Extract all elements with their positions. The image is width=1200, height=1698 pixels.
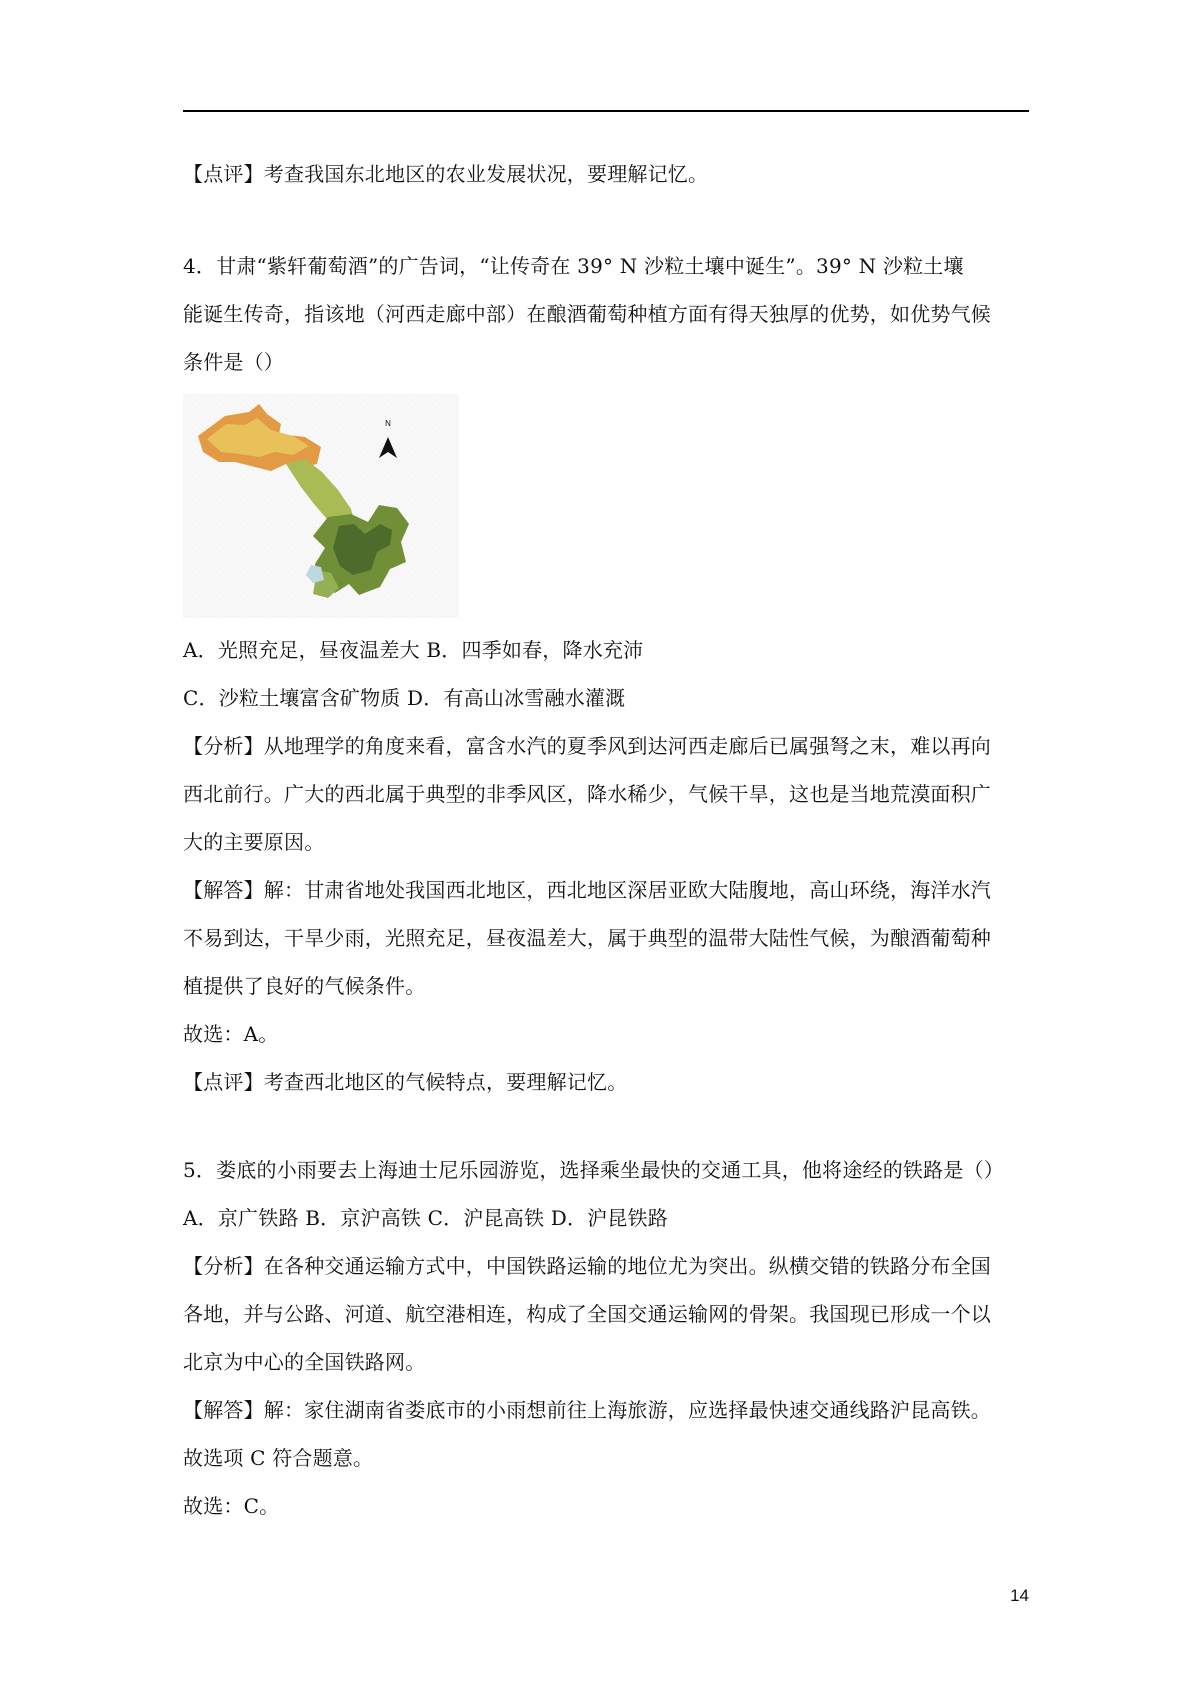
question-5-choice: 故选：C。 bbox=[183, 1494, 280, 1518]
question-4-analysis-2: 西北前行。广大的西北属于典型的非季风区，降水稀少，气候干旱，这也是当地荒漠面积广 bbox=[183, 782, 991, 806]
question-5-answer-2: 故选项 C 符合题意。 bbox=[183, 1446, 374, 1470]
question-4-line-1: 4．甘肃“紫轩葡萄酒”的广告词，“让传奇在 39° N 沙粒土壤中诞生”。39° N 沙粒土壤 bbox=[183, 254, 964, 278]
question-4-options-cd: C．沙粒土壤富含矿物质 D．有高山冰雪融水灌溉 bbox=[183, 686, 626, 710]
question-5-analysis-1: 【分析】在各种交通运输方式中，中国铁路运输的地位尤为突出。纵横交错的铁路分布全国 bbox=[183, 1254, 991, 1278]
spacer bbox=[183, 1106, 1029, 1146]
question-4-analysis-3: 大的主要原因。 bbox=[183, 830, 325, 854]
north-label: N bbox=[385, 419, 391, 428]
question-4-answer-2: 不易到达，干旱少雨，光照充足，昼夜温差大，属于典型的温带大陆性气候，为酿酒葡萄种 bbox=[183, 926, 991, 950]
question-5-options: A．京广铁路 B．京沪高铁 C．沪昆高铁 D．沪昆铁路 bbox=[183, 1206, 668, 1230]
question-4-options-ab: A．光照充足，昼夜温差大 B．四季如春，降水充沛 bbox=[183, 638, 644, 662]
question-5-analysis-3: 北京为中心的全国铁路网。 bbox=[183, 1350, 426, 1374]
question-5-line-1: 5．娄底的小雨要去上海迪士尼乐园游览，选择乘坐最快的交通工具，他将途经的铁路是（） bbox=[183, 1158, 1004, 1182]
gansu-map-figure bbox=[183, 394, 459, 618]
question-4-review: 【点评】考查西北地区的气候特点，要理解记忆。 bbox=[183, 1070, 628, 1094]
question-5-answer-1: 【解答】解：家住湖南省娄底市的小雨想前往上海旅游，应选择最快速交通线路沪昆高铁。 bbox=[183, 1398, 991, 1422]
page-content bbox=[183, 150, 1029, 1530]
question-5-analysis-2: 各地，并与公路、河道、航空港相连，构成了全国交通运输网的骨架。我国现已形成一个以 bbox=[183, 1302, 991, 1326]
review-text: 【点评】考查我国东北地区的农业发展状况，要理解记忆。 bbox=[183, 162, 709, 186]
question-4-answer-3: 植提供了良好的气候条件。 bbox=[183, 974, 426, 998]
page-number: 14 bbox=[1010, 1586, 1029, 1605]
question-4-line-2: 能诞生传奇，指该地（河西走廊中部）在酿酒葡萄种植方面有得天独厚的优势，如优势气候 bbox=[183, 302, 991, 326]
question-4-analysis-1: 【分析】从地理学的角度来看，富含水汽的夏季风到达河西走廊后已属强弩之末，难以再向 bbox=[183, 734, 991, 758]
header-rule bbox=[183, 110, 1029, 112]
question-4-line-3: 条件是（） bbox=[183, 350, 284, 374]
question-4-choice: 故选：A。 bbox=[183, 1022, 279, 1046]
spacer bbox=[183, 198, 1029, 242]
gansu-map bbox=[183, 394, 459, 618]
question-4-answer-1: 【解答】解：甘肃省地处我国西北地区，西北地区深居亚欧大陆腹地，高山环绕，海洋水汽 bbox=[183, 878, 991, 902]
